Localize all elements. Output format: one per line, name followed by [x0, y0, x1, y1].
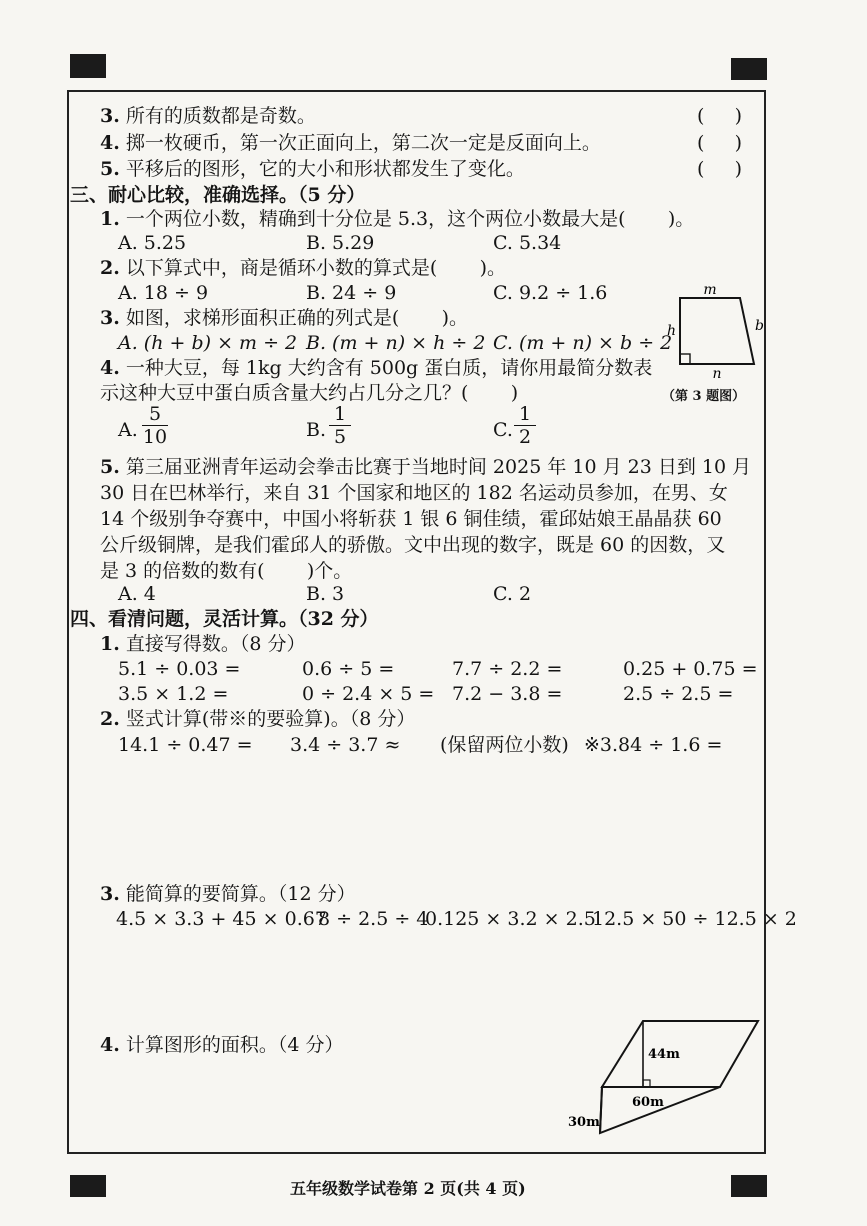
oral-calc: 5.1 ÷ 0.03 =	[118, 658, 241, 680]
oral-calc: 2.5 ÷ 2.5 =	[623, 683, 734, 705]
judge-item-3	[100, 104, 316, 128]
part-4-3-title	[100, 882, 356, 906]
part-4-2-title	[100, 707, 415, 731]
option-b: B. 3	[306, 583, 345, 605]
part-4-4-title	[100, 1033, 344, 1057]
option-b-fraction	[329, 403, 351, 448]
question-text: 一个两位小数，精确到十分位是 5.3，这个两位小数最大是( )。	[125, 208, 695, 230]
numerator: 1	[518, 403, 532, 425]
answer-paren[interactable]: ( )	[697, 132, 743, 154]
item-number: 3.	[100, 883, 120, 905]
item-text: 平移后的图形，它的大小和形状都发生了变化。	[125, 158, 525, 180]
option-c: C. (m + n) × b ÷ 2	[493, 332, 673, 354]
oral-calc: 7.2 − 3.8 =	[452, 683, 563, 705]
question-text: 示这种大豆中蛋白质含量大约占几分之几？( )	[100, 382, 519, 404]
item-text: 掷一枚硬币，第一次正面向上，第二次一定是反面向上。	[125, 132, 601, 154]
option-b: B. 5.29	[306, 232, 375, 254]
option-a-label: A.	[118, 419, 138, 441]
part-title: 能简算的要简算。（12 分）	[125, 883, 356, 905]
item-number: 1.	[100, 208, 120, 230]
registration-mark-bottom-right	[731, 1175, 767, 1197]
question-text: 是 3 的倍数的数有( )个。	[100, 560, 353, 582]
simplify-calc: 0.125 × 3.2 × 2.5	[425, 908, 596, 930]
option-b: B. 24 ÷ 9	[306, 282, 397, 304]
option-a: A. 18 ÷ 9	[118, 282, 209, 304]
judge-item-4	[100, 131, 601, 155]
item-number: 3.	[100, 105, 120, 127]
trapezoid-figure	[660, 284, 766, 380]
question-text: 以下算式中，商是循环小数的算式是( )。	[125, 257, 506, 279]
part-title: 竖式计算(带※的要验算)。（8 分）	[125, 708, 416, 730]
option-a: A. 5.25	[118, 232, 187, 254]
question-text: 一种大豆，每 1kg 大约含有 500g 蛋白质，请你用最简分数表	[125, 357, 653, 379]
registration-mark-top-left	[70, 54, 106, 78]
item-number: 1.	[100, 633, 120, 655]
option-b-label: B.	[306, 419, 327, 441]
judge-item-5	[100, 157, 525, 181]
section-3-title: 三、耐心比较，准确选择。（5 分）	[70, 184, 366, 206]
question-text: 14 个级别争夺赛中，中国小将斩获 1 银 6 铜佳绩，霍邱姑娘王晶晶获 60	[100, 508, 722, 530]
simplify-calc: 8 ÷ 2.5 ÷ 4	[318, 908, 429, 930]
question-text: 如图，求梯形面积正确的列式是( )。	[125, 307, 468, 329]
oral-calc: 0 ÷ 2.4 × 5 =	[302, 683, 435, 705]
option-c-fraction	[514, 403, 536, 448]
oral-calc: 0.6 ÷ 5 =	[302, 658, 395, 680]
vertical-calc: 14.1 ÷ 0.47 =	[118, 734, 253, 756]
simplify-calc: 12.5 × 50 ÷ 12.5 × 2	[592, 908, 797, 930]
question-3-4	[100, 356, 652, 380]
item-number: 2.	[100, 257, 120, 279]
option-a: A. (h + b) × m ÷ 2	[118, 332, 298, 354]
option-c-label: C.	[493, 419, 513, 441]
option-c: C. 5.34	[493, 232, 562, 254]
figure-caption: （第 3 题图）	[662, 389, 746, 404]
rounding-note: (保留两位小数)	[440, 734, 569, 756]
label-b: b	[755, 318, 764, 334]
answer-paren[interactable]: ( )	[697, 158, 743, 180]
denominator: 10	[142, 426, 168, 448]
option-c: C. 2	[493, 583, 532, 605]
part-title: 直接写得数。（8 分）	[125, 633, 306, 655]
oral-calc: 3.5 × 1.2 =	[118, 683, 229, 705]
question-text: 第三届亚洲青年运动会拳击比赛于当地时间 2025 年 10 月 23 日到 10 月	[125, 456, 752, 478]
numerator: 5	[148, 403, 162, 425]
oral-calc: 0.25 + 0.75 =	[623, 658, 758, 680]
label-h: h	[667, 323, 677, 339]
registration-mark-top-right	[731, 58, 767, 80]
denominator: 2	[514, 425, 536, 448]
oral-calc: 7.7 ÷ 2.2 =	[452, 658, 563, 680]
item-number: 5.	[100, 456, 120, 478]
label-base: 60m	[632, 1095, 664, 1110]
question-3-3	[100, 306, 468, 330]
item-number: 4.	[100, 357, 120, 379]
vertical-calc: ※3.84 ÷ 1.6 =	[584, 734, 723, 756]
question-3-1	[100, 207, 694, 231]
answer-paren[interactable]: ( )	[697, 105, 743, 127]
vertical-calc: 3.4 ÷ 3.7 ≈	[290, 734, 401, 756]
page-footer: 五年级数学试卷第 2 页(共 4 页)	[290, 1179, 526, 1198]
option-b: B. (m + n) × h ÷ 2	[306, 332, 486, 354]
denominator: 5	[329, 425, 351, 448]
option-a: A. 4	[118, 583, 156, 605]
composite-figure	[560, 1015, 760, 1135]
question-3-5	[100, 455, 751, 479]
label-m: m	[703, 284, 717, 298]
label-height: 44m	[648, 1047, 680, 1062]
part-title: 计算图形的面积。（4 分）	[125, 1034, 344, 1056]
registration-mark-bottom-left	[70, 1175, 106, 1197]
option-c: C. 9.2 ÷ 1.6	[493, 282, 608, 304]
simplify-calc: 4.5 × 3.3 + 45 × 0.67	[116, 908, 327, 930]
numerator: 1	[333, 403, 347, 425]
item-number: 3.	[100, 307, 120, 329]
item-number: 4.	[100, 1034, 120, 1056]
item-text: 所有的质数都是奇数。	[125, 105, 316, 127]
item-number: 5.	[100, 158, 120, 180]
item-number: 4.	[100, 132, 120, 154]
label-side: 30m	[568, 1115, 600, 1130]
item-number: 2.	[100, 708, 120, 730]
question-text: 30 日在巴林举行，来自 31 个国家和地区的 182 名运动员参加，在男、女	[100, 482, 728, 504]
option-a-fraction	[142, 403, 168, 448]
question-3-2	[100, 256, 506, 280]
part-4-1-title	[100, 632, 306, 656]
label-n: n	[712, 366, 722, 380]
section-4-title: 四、看清问题，灵活计算。（32 分）	[70, 608, 379, 630]
question-text: 公斤级铜牌，是我们霍邱人的骄傲。文中出现的数字，既是 60 的因数，又	[100, 534, 726, 556]
